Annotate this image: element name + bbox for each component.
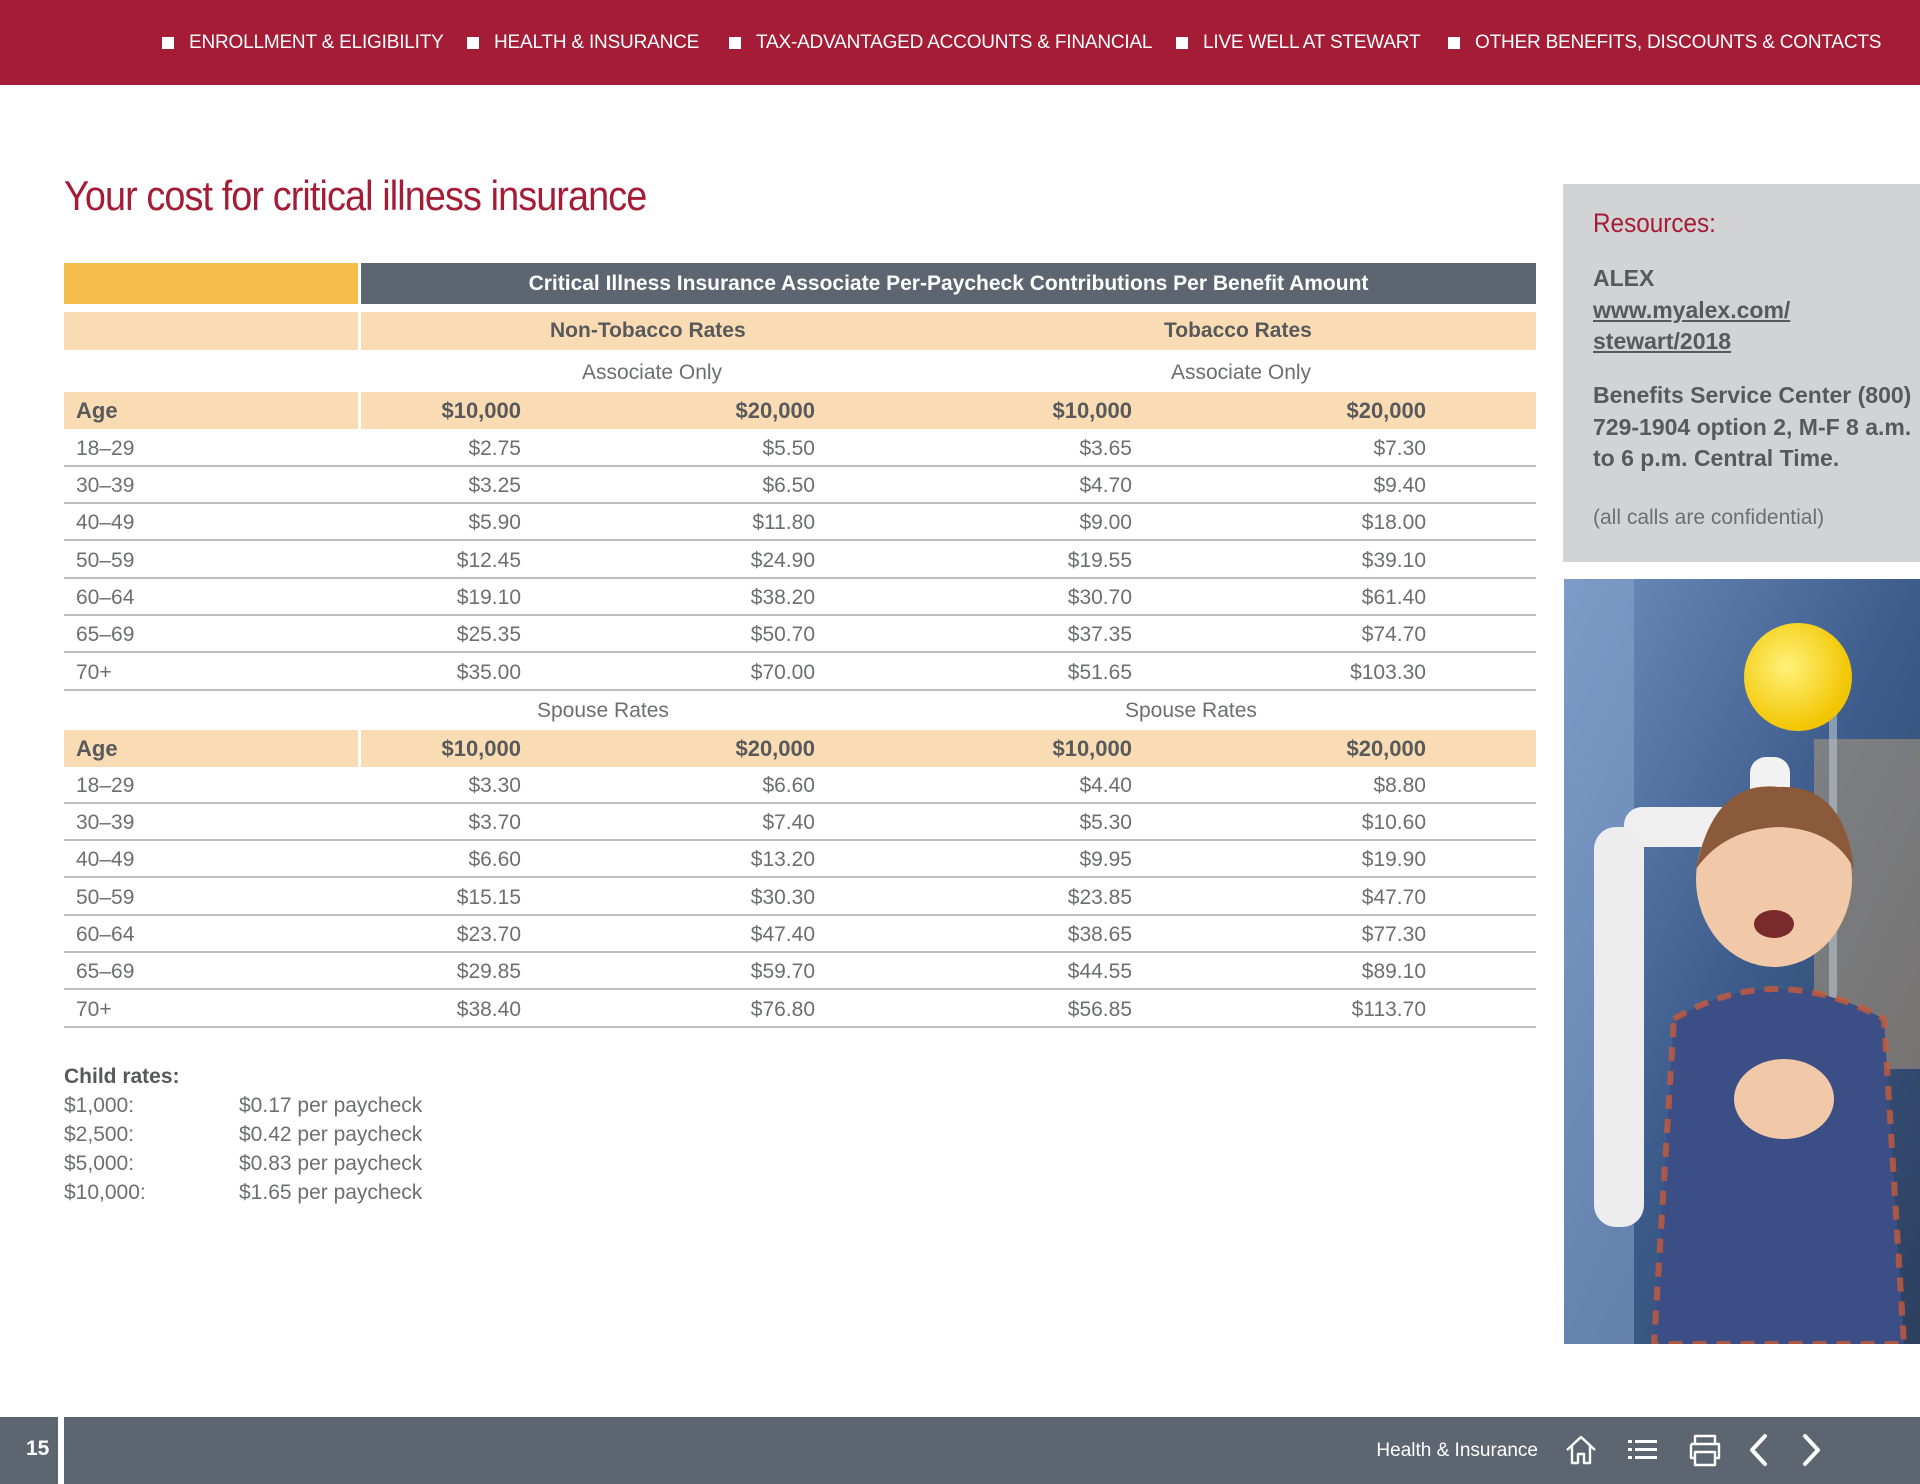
- rate-cell: $12.45: [456, 548, 521, 572]
- resources-title: Resources:: [1593, 208, 1716, 238]
- age-cell: 30–39: [76, 810, 135, 834]
- table-row: [64, 430, 1536, 467]
- child-amount: $10,000:: [64, 1180, 146, 1204]
- rate-cell: $38.65: [1067, 922, 1132, 946]
- rate-cell: $89.10: [1361, 959, 1426, 983]
- child-amount: $5,000:: [64, 1151, 135, 1175]
- table-caption: Critical Illness Insurance Associate Per-Paycheck Contributions Per Benefit Amount: [361, 263, 1536, 304]
- rate-cell: $103.30: [1350, 660, 1426, 684]
- non-tobacco-rates-label: Non-Tobacco Rates: [550, 319, 746, 342]
- rate-cell: $3.70: [468, 810, 521, 834]
- rate-cell: $18.00: [1361, 510, 1426, 534]
- benefits-service-center: Benefits Service Center (800) 729-1904 option 2, M-F 8 a.m. to 6 p.m. Central Time.: [1593, 382, 1912, 471]
- amount-header: $20,000: [735, 735, 815, 761]
- age-cell: 60–64: [76, 585, 135, 609]
- table-row: [64, 804, 1536, 841]
- age-cell: 40–49: [76, 847, 135, 871]
- rate-cell: $25.35: [456, 622, 521, 646]
- age-cell: 18–29: [76, 773, 135, 797]
- confidential-note: (all calls are confidential): [1593, 506, 1825, 529]
- rate-cell: $76.80: [750, 997, 815, 1021]
- rate-cell: $19.10: [456, 585, 521, 609]
- amount-header: $10,000: [441, 397, 521, 423]
- bullet-square-icon: [1448, 37, 1460, 49]
- rate-cell: $9.00: [1079, 510, 1132, 534]
- nav-item-label: ENROLLMENT & ELIGIBILITY: [189, 31, 444, 53]
- nav-item-label: LIVE WELL AT STEWART: [1203, 31, 1421, 53]
- column-divider: [358, 730, 361, 767]
- spouse-rates-label-right: Spouse Rates: [1125, 698, 1257, 722]
- rate-cell: $37.35: [1067, 622, 1132, 646]
- associate-only-label-right: Associate Only: [1171, 360, 1312, 384]
- child-rate: $0.42 per paycheck: [239, 1122, 423, 1146]
- amount-header: $20,000: [1346, 735, 1426, 761]
- associate-column-header: [64, 392, 1536, 429]
- rate-cell: $23.85: [1067, 885, 1132, 909]
- age-cell: 65–69: [76, 959, 135, 983]
- amount-header: $10,000: [1052, 735, 1132, 761]
- table-row: [64, 654, 1536, 691]
- nav-tax-advantaged[interactable]: [729, 0, 1152, 85]
- rate-cell: $38.20: [750, 585, 815, 609]
- list-item: [64, 1120, 422, 1149]
- table-row: [64, 579, 1536, 616]
- child-rate: $0.83 per paycheck: [239, 1151, 423, 1175]
- rate-cell: $113.70: [1351, 997, 1426, 1021]
- rate-cell: $8.80: [1373, 773, 1426, 797]
- rate-cell: $4.40: [1079, 773, 1132, 797]
- rate-cell: $70.00: [750, 660, 815, 684]
- table-subheader: [361, 312, 1536, 350]
- nav-live-well[interactable]: [1176, 0, 1420, 85]
- rate-cell: $39.10: [1361, 548, 1426, 572]
- rate-cell: $77.30: [1361, 922, 1426, 946]
- nav-health-insurance[interactable]: [467, 0, 699, 85]
- age-cell: 50–59: [76, 885, 135, 909]
- table-row: [64, 504, 1536, 541]
- top-navigation: [0, 0, 1920, 85]
- child-rates: [64, 1062, 422, 1207]
- rate-cell: $5.50: [762, 436, 815, 460]
- nav-item-label: OTHER BENEFITS, DISCOUNTS & CONTACTS: [1475, 31, 1882, 53]
- amount-header: $10,000: [441, 735, 521, 761]
- column-divider: [358, 392, 361, 429]
- nav-other-benefits[interactable]: [1448, 0, 1881, 85]
- age-header: Age: [76, 397, 118, 423]
- rate-cell: $5.30: [1079, 810, 1132, 834]
- chevron-right-icon[interactable]: [1790, 1429, 1832, 1471]
- spouse-rates-label-left: Spouse Rates: [537, 698, 669, 722]
- rate-cell: $15.15: [456, 885, 521, 909]
- nav-item-label: HEALTH & INSURANCE: [494, 31, 700, 53]
- list-item: [64, 1149, 422, 1178]
- bullet-square-icon: [162, 37, 174, 49]
- page-number: 15: [26, 1437, 50, 1460]
- table-row: [64, 879, 1536, 916]
- rate-cell: $7.30: [1373, 436, 1426, 460]
- page-title: Your cost for critical illness insurance: [64, 172, 647, 219]
- child-photo-illustration: [1564, 579, 1920, 1344]
- rate-cell: $6.60: [468, 847, 521, 871]
- table-row: [64, 467, 1536, 504]
- rate-cell: $6.60: [762, 773, 815, 797]
- child-photo: [1564, 579, 1920, 1344]
- child-amount: $2,500:: [64, 1122, 135, 1146]
- rate-cell: $38.40: [456, 997, 521, 1021]
- rate-cell: $24.90: [750, 548, 815, 572]
- table-row: [64, 841, 1536, 878]
- age-header: Age: [76, 735, 118, 761]
- rate-cell: $7.40: [762, 810, 815, 834]
- child-rate: $1.65 per paycheck: [239, 1180, 423, 1204]
- age-cell: 18–29: [76, 436, 135, 460]
- age-cell: 40–49: [76, 510, 135, 534]
- rate-cell: $11.80: [752, 510, 815, 534]
- rate-cell: $10.60: [1361, 810, 1426, 834]
- rate-cell: $44.55: [1067, 959, 1132, 983]
- rate-cell: $9.40: [1373, 473, 1426, 497]
- nav-enrollment-eligibility[interactable]: [162, 0, 444, 85]
- table-row: [64, 916, 1536, 953]
- footer-section-label: Health & Insurance: [1376, 1439, 1538, 1461]
- print-icon[interactable]: [1684, 1429, 1726, 1471]
- age-cell: 50–59: [76, 548, 135, 572]
- table-row: [64, 542, 1536, 579]
- rate-cell: $51.65: [1067, 660, 1132, 684]
- list-item: [64, 1178, 422, 1207]
- rate-cell: $50.70: [750, 622, 815, 646]
- rate-cell: $56.85: [1067, 997, 1132, 1021]
- rate-cell: $30.30: [750, 885, 815, 909]
- rate-cell: $23.70: [456, 922, 521, 946]
- page-number-box: [0, 1417, 64, 1484]
- amount-header: $20,000: [735, 397, 815, 423]
- rate-cell: $3.65: [1079, 436, 1132, 460]
- child-amount: $1,000:: [64, 1093, 135, 1117]
- rate-cell: $30.70: [1067, 585, 1132, 609]
- bullet-square-icon: [1176, 37, 1188, 49]
- nav-item-label: TAX-ADVANTAGED ACCOUNTS & FINANCIAL: [756, 31, 1153, 53]
- rate-cell: $6.50: [762, 473, 815, 497]
- bullet-square-icon: [467, 37, 479, 49]
- rate-cell: $13.20: [750, 847, 815, 871]
- rate-cell: $3.25: [468, 473, 521, 497]
- table-subheader-blank: [64, 312, 358, 350]
- rate-cell: $61.40: [1361, 585, 1426, 609]
- age-cell: 60–64: [76, 922, 135, 946]
- rate-cell: $74.70: [1361, 622, 1426, 646]
- age-cell: 65–69: [76, 622, 135, 646]
- alex-label: ALEX: [1593, 265, 1655, 291]
- rate-cell: $47.70: [1361, 885, 1426, 909]
- tobacco-rates-label: Tobacco Rates: [1164, 319, 1312, 342]
- list-icon[interactable]: [1622, 1429, 1664, 1471]
- rate-cell: $3.30: [468, 773, 521, 797]
- alex-link[interactable]: www.myalex.com/ stewart/2018: [1593, 297, 1791, 354]
- rate-cell: $19.90: [1361, 847, 1426, 871]
- rate-cell: $5.90: [468, 510, 521, 534]
- age-cell: 70+: [76, 660, 112, 684]
- table-row: [64, 767, 1536, 804]
- rate-cell: $35.00: [456, 660, 521, 684]
- table-row: [64, 616, 1536, 653]
- table-row: [64, 953, 1536, 990]
- rate-cell: $4.70: [1079, 473, 1132, 497]
- age-cell: 30–39: [76, 473, 135, 497]
- rate-cell: $2.75: [468, 436, 521, 460]
- list-item: [64, 1091, 422, 1120]
- table-row: [64, 991, 1536, 1028]
- resources-panel: [1563, 184, 1920, 562]
- amount-header: $20,000: [1346, 397, 1426, 423]
- rate-cell: $29.85: [456, 959, 521, 983]
- footer-bar: [0, 1417, 1920, 1484]
- table-header-accent: [64, 263, 358, 304]
- rate-cell: $19.55: [1067, 548, 1132, 572]
- bullet-square-icon: [729, 37, 741, 49]
- associate-only-label-left: Associate Only: [582, 360, 723, 384]
- child-rates-title: Child rates:: [64, 1064, 180, 1088]
- spouse-column-header: [64, 730, 1536, 767]
- chevron-left-icon[interactable]: [1738, 1429, 1780, 1471]
- rate-cell: $59.70: [750, 959, 815, 983]
- amount-header: $10,000: [1052, 397, 1132, 423]
- age-cell: 70+: [76, 997, 112, 1021]
- home-icon[interactable]: [1560, 1429, 1602, 1471]
- child-rate: $0.17 per paycheck: [239, 1093, 423, 1117]
- rate-cell: $9.95: [1079, 847, 1132, 871]
- rate-cell: $47.40: [750, 922, 815, 946]
